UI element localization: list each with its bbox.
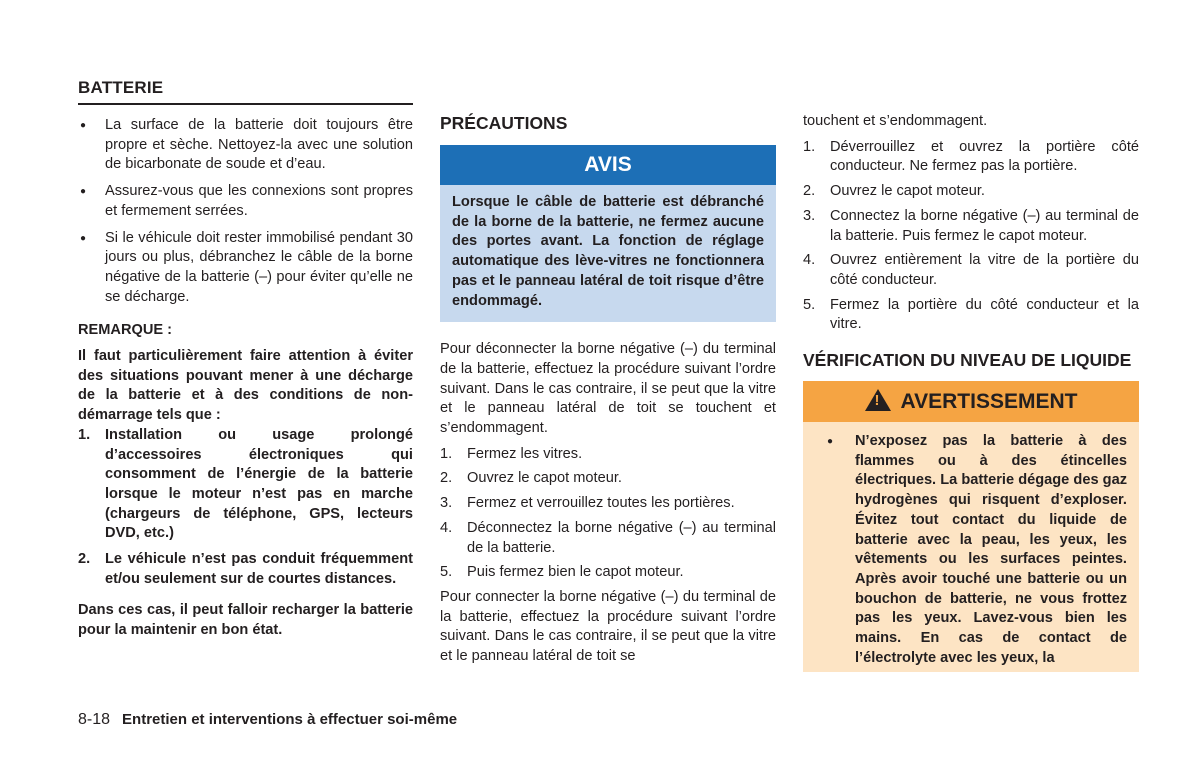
item-text: Installation ou usage prolongé d’accessoires électroniques qui consomment de l’énergie de la batterie lorsque le moteur n’est pas en marche (chargeurs de téléphone, GPS, lecteurs DVD, etc.) <box>105 426 413 542</box>
warning-header <box>803 381 1139 422</box>
warning-body <box>803 422 1139 668</box>
remarque-intro: Il faut particulièrement faire attention à éviter des situations pouvant mener à une décharge de la batterie et à des conditions de non-démarrage tels que : <box>78 348 413 424</box>
step-text: Ouvrez le capot moteur. <box>467 470 622 487</box>
connect-step <box>803 182 1139 202</box>
continued-text: touchent et s’endommagent. <box>803 113 988 129</box>
remarque-conclusion: Dans ces cas, il peut falloir recharger la batterie pour la maintenir en bon état. <box>78 602 413 639</box>
remarque-label: REMARQUE : <box>78 322 173 339</box>
connect-step <box>803 296 1139 335</box>
warning-text: ● N’exposez pas la batterie à des flammes ou à des étincelles électriques. La batterie dégage des gaz hydrogènes qui risquent d’exploser. Évitez tout contact du liquide de batterie avec la peau, les yeux, les vêtements ou les surfaces peintes. Après avoir touché une batterie ou un bouchon de batterie, ne vous frottez pas les yeux. Lavez-vous bien les mains. En cas de contact de l’électrolyte avec les yeux, la <box>815 432 1127 668</box>
connect-step <box>803 138 1139 177</box>
step-number: 5. <box>440 564 453 581</box>
warning-box <box>803 381 1139 672</box>
avis-text: Lorsque le câble de batterie est débranché de la borne de la batterie, ne fermez aucune des portes avant. La fonction de réglage automatique des lève-vitres ne fonctionnera pas et le panneau latéral de toit risque d’être endommagé. <box>452 194 764 309</box>
bullet-item: ● Si le véhicule doit rester immobilisé pendant 30 jours ou plus, débranchez le câble de la borne négative de la batterie (–) pour éviter qu’elle ne se décharge. <box>78 229 413 308</box>
step-number: 2. <box>803 183 816 200</box>
disconnect-intro: Pour déconnecter la borne négative (–) du terminal de la batterie, effectuez la procédure suivant l’ordre suivant. Dans le cas contraire, il se peut que la vitre et le panneau latéral de toit se touchent et s’endommagent. <box>440 341 776 437</box>
step-number: 1. <box>440 445 453 462</box>
step-number: 4. <box>803 252 816 269</box>
step-text: Connectez la borne négative (–) au terminal de la batterie. Puis fermez le capot moteur. <box>830 207 1139 244</box>
column-2 <box>440 112 776 667</box>
step-number: 1. <box>803 138 816 155</box>
footer-title: Entretien et interventions à effectuer soi-même <box>122 711 458 728</box>
disconnect-step <box>440 519 776 558</box>
step-number: 3. <box>440 495 453 512</box>
avis-title: AVIS <box>440 145 776 185</box>
disconnect-step <box>440 494 776 514</box>
disconnect-step <box>440 563 776 583</box>
connect-step <box>803 251 1139 290</box>
step-text: Déverrouillez et ouvrez la portière côté conducteur. Ne fermez pas la portière. <box>830 138 1139 175</box>
liquid-level-heading: VÉRIFICATION DU NIVEAU DE LIQUIDE <box>803 350 1132 371</box>
warning-title: AVERTISSEMENT <box>900 390 1078 414</box>
bullet-item: ● Assurez-vous que les connexions sont propres et fermement serrées. <box>78 182 413 221</box>
connect-intro: Pour connecter la borne négative (–) du terminal de la batterie, effectuez la procédure suivant l’ordre suivant. Dans le cas contraire, il se peut que la vitre et le panneau latéral de toit se <box>440 588 776 665</box>
step-number: 5. <box>803 296 816 313</box>
step-number: 3. <box>803 207 816 224</box>
item-text: Le véhicule n’est pas conduit fréquemment et/ou seulement sur de courtes distances. <box>105 551 413 587</box>
step-text: Puis fermez bien le capot moteur. <box>467 564 684 581</box>
step-number: 4. <box>440 519 453 536</box>
item-number: 1. <box>78 426 91 443</box>
connect-step <box>803 207 1139 246</box>
avis-box <box>440 145 776 322</box>
column-1 <box>78 116 413 641</box>
remarque-item <box>78 426 413 544</box>
step-text: Ouvrez entièrement la vitre de la portière du côté conducteur. <box>830 252 1139 288</box>
step-text: Ouvrez le capot moteur. <box>830 183 985 200</box>
precautions-heading: PRÉCAUTIONS <box>440 113 568 133</box>
step-text: Déconnectez la borne négative (–) au terminal de la batterie. <box>467 519 776 556</box>
remarque-item <box>78 550 413 589</box>
disconnect-step <box>440 469 776 489</box>
disconnect-step <box>440 445 776 465</box>
step-text: Fermez les vitres. <box>467 445 583 462</box>
column-3 <box>803 112 1139 672</box>
item-number: 2. <box>78 551 91 568</box>
step-number: 2. <box>440 470 453 487</box>
step-text: Fermez et verrouillez toutes les portières. <box>467 495 735 512</box>
warning-triangle-icon: ! <box>865 389 891 411</box>
page-number: 8-18 <box>78 711 111 728</box>
page-footer <box>78 711 457 729</box>
bullet-item: ● La surface de la batterie doit toujours être propre et sèche. Nettoyez-la avec une solution de bicarbonate de soude et d’eau. <box>78 116 413 175</box>
step-text: Fermez la portière du côté conducteur et la vitre. <box>830 296 1139 333</box>
section-header: BATTERIE <box>78 78 413 105</box>
